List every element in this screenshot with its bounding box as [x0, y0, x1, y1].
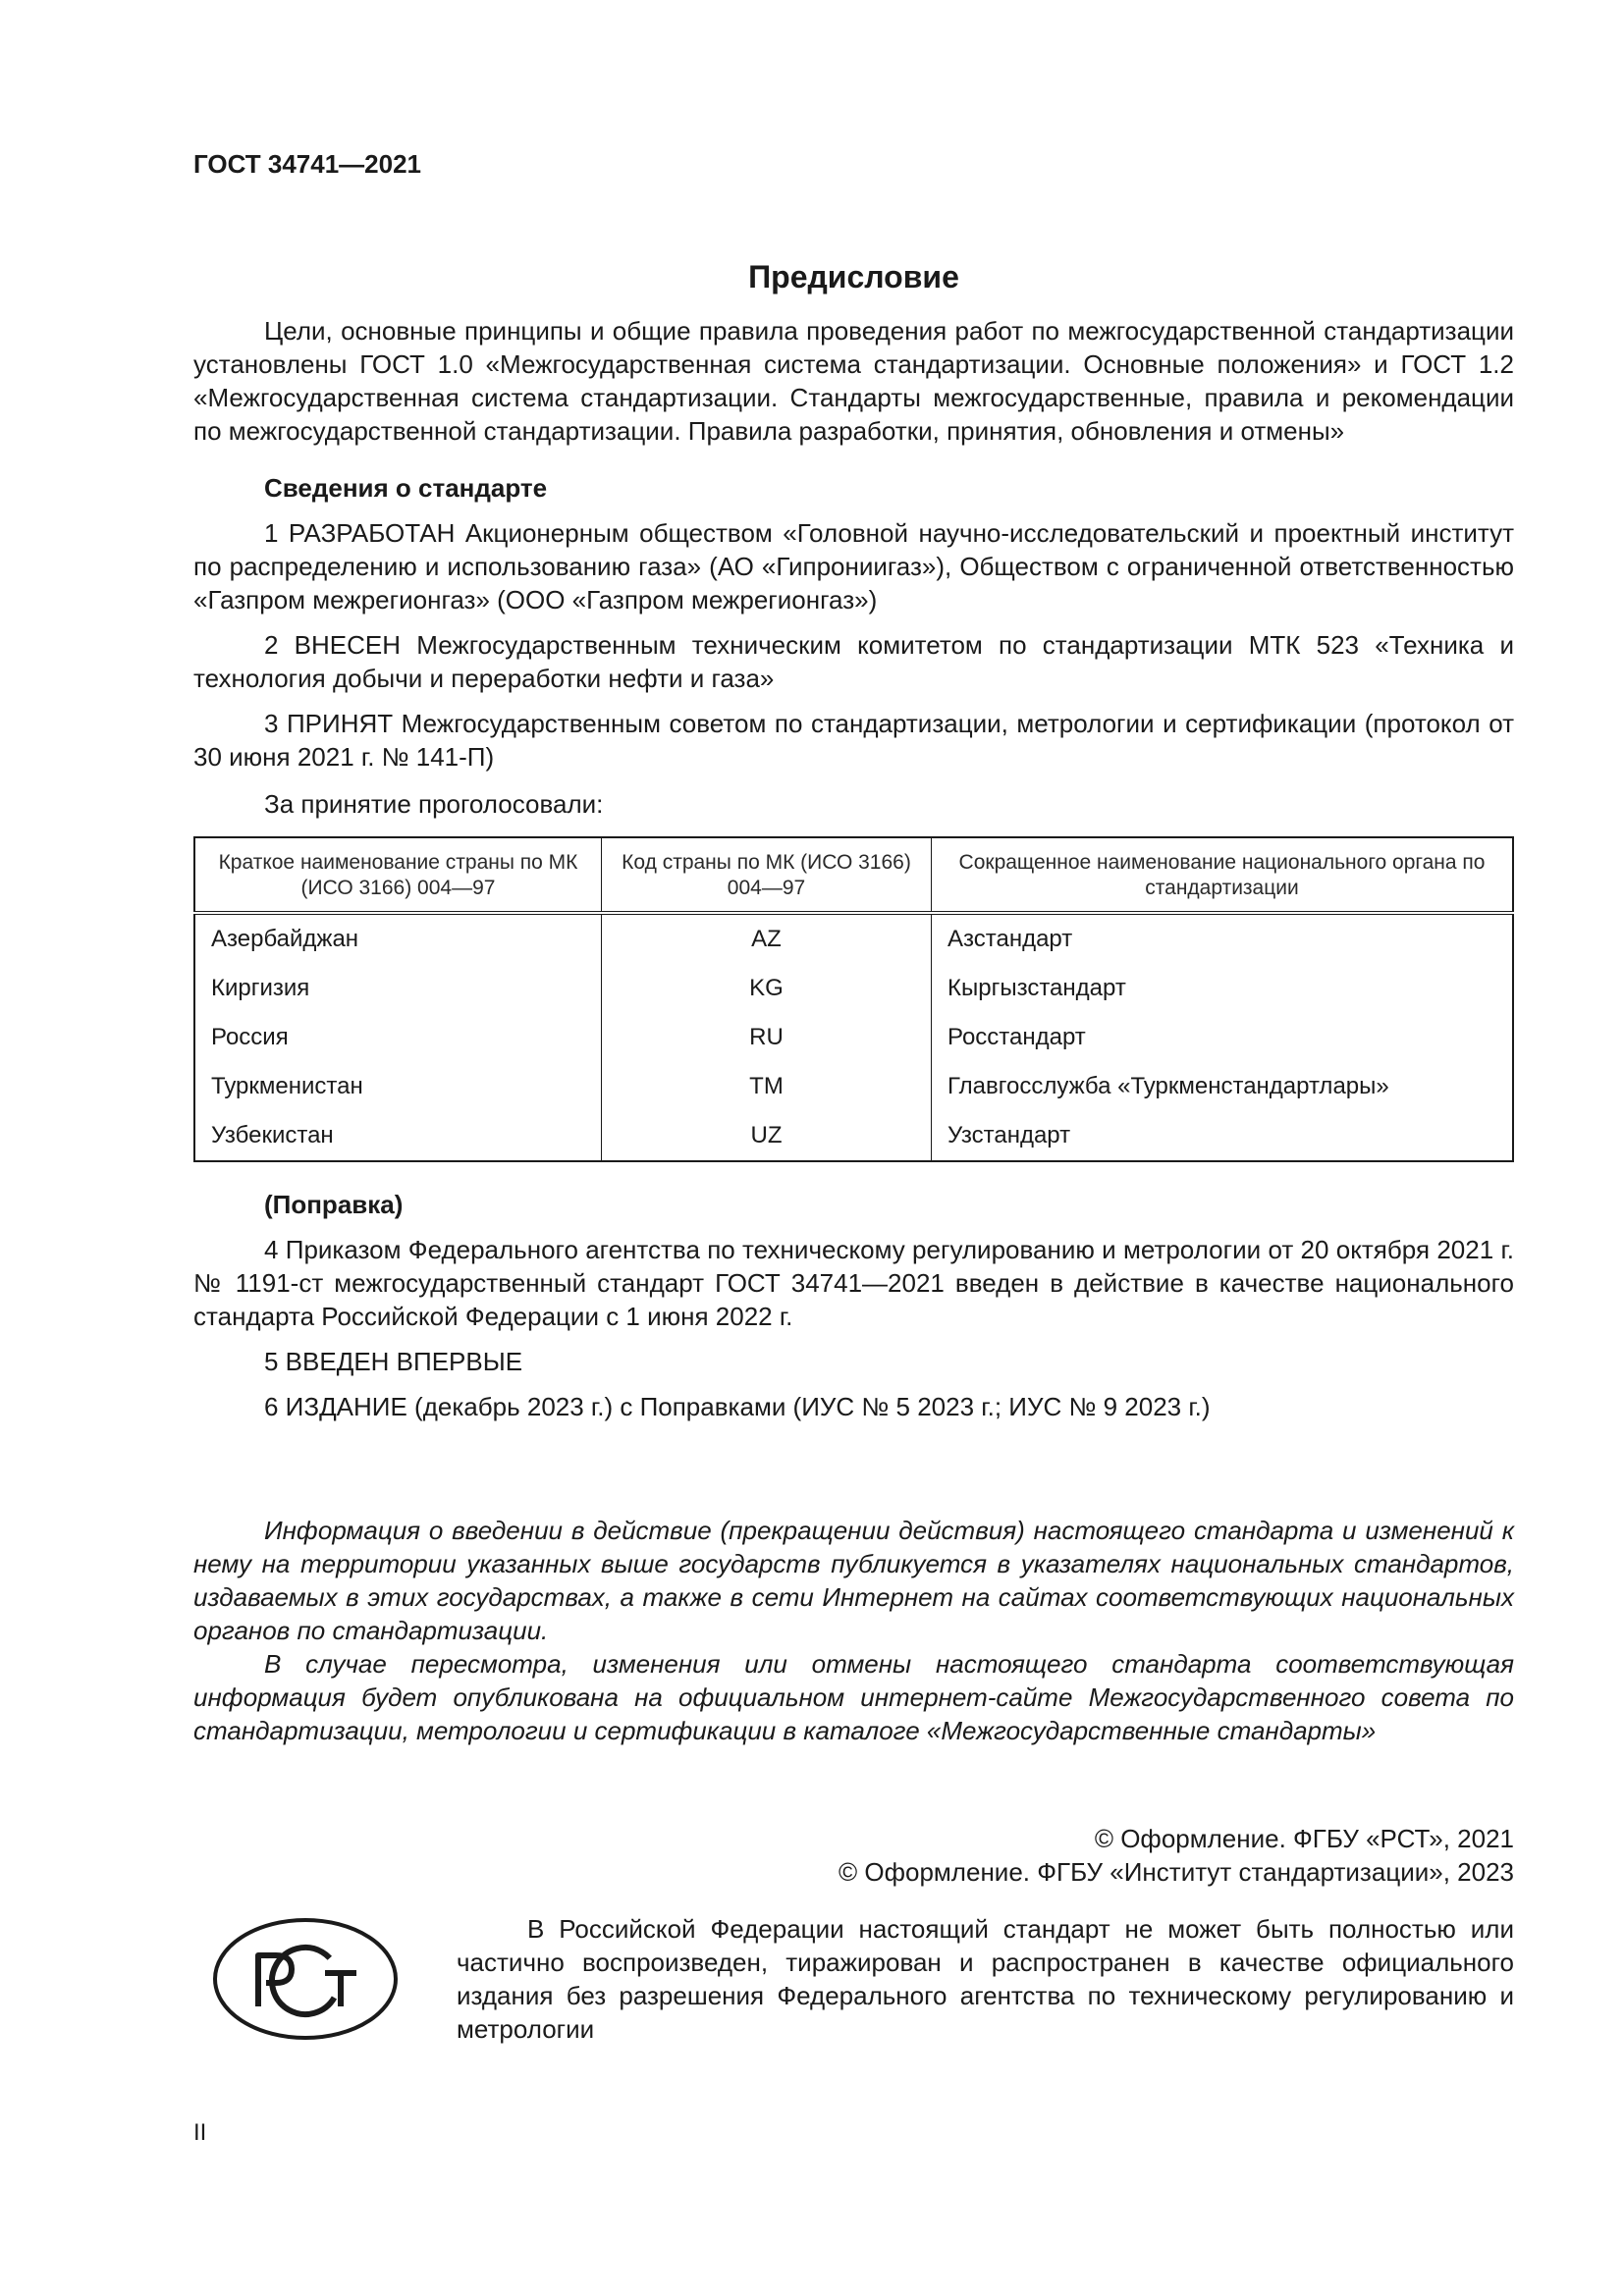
item-4: 4 Приказом Федерального агентства по техническому регулированию и метрологии от 20 октября 2021 г. № 1191-ст межгосударственный стандарт ГОСТ 34741—2021 введен в действие в качестве национального стандарта Российской Федерации с 1 июня 2022 г. — [193, 1235, 1514, 1331]
item-3: 3 ПРИНЯТ Межгосударственным советом по стандартизации, метрологии и сертификации (протокол от 30 июня 2021 г. № 141-П) — [193, 709, 1514, 772]
agency-cell: Азстандарт — [932, 913, 1514, 964]
logo-outer-ellipse — [215, 1920, 396, 2038]
publication-info — [193, 1514, 1514, 1747]
standard-code: ГОСТ 34741—2021 — [193, 149, 421, 179]
table-row — [194, 1013, 1513, 1062]
country-cell: Киргизия — [211, 975, 310, 1001]
header-agency: Сокращенное наименование национального органа по стандартизации — [932, 837, 1514, 913]
code-cell: TM — [602, 1062, 932, 1111]
page-content — [193, 147, 1514, 2069]
page-number: II — [193, 2119, 207, 2146]
info-heading: Сведения о стандарте — [264, 473, 548, 503]
header-code: Код страны по МК (ИСО 3166) 004—97 — [602, 837, 932, 913]
legal-area — [193, 1912, 1514, 2069]
item-6: 6 ИЗДАНИЕ (декабрь 2023 г.) с Поправками (ИУС № 5 2023 г.; ИУС № 9 2023 г.) — [264, 1392, 1211, 1421]
item-2: 2 ВНЕСЕН Межгосударственным техническим комитетом по стандартизации МТК 523 «Техника и технология добычи и переработки нефти и газа» — [193, 630, 1514, 693]
code-cell: KG — [602, 964, 932, 1013]
agency-cell: Главгосслужба «Туркменстандартлары» — [932, 1062, 1514, 1111]
agency-cell: Росстандарт — [932, 1013, 1514, 1062]
table-row — [194, 1062, 1513, 1111]
countries-table — [193, 836, 1514, 1162]
agency-cell: Кыргызстандарт — [932, 964, 1514, 1013]
country-cell: Азербайджан — [211, 926, 359, 952]
code-cell: RU — [602, 1013, 932, 1062]
table-row — [194, 913, 1513, 964]
code-cell: UZ — [602, 1111, 932, 1161]
agency-cell: Узстандарт — [932, 1111, 1514, 1161]
copyright-line-2: © Оформление. ФГБУ «Институт стандартизации», 2023 — [839, 1857, 1514, 1887]
table-row — [194, 964, 1513, 1013]
vote-label: За принятие проголосовали: — [264, 789, 604, 819]
header-country: Краткое наименование страны по МК (ИСО 3166) 004—97 — [194, 837, 602, 913]
country-cell: Туркменистан — [211, 1073, 363, 1099]
intro-paragraph: Цели, основные принципы и общие правила проведения работ по межгосударственной стандартизации установлены ГОСТ 1.0 «Межгосударственная система стандартизации. Основные положения» и ГОСТ 1.2 «Межгосударственная система стандартизации. Стандарты межгосударственные, правила и рекомендации по межгосударственной стандартизации. Правила разработки, принятия, обновления и отмены» — [193, 316, 1514, 446]
legal-notice: В Российской Федерации настоящий стандарт не может быть полностью или частично воспроизведен, тиражирован и распространен в качестве официального издания без разрешения Федерального агентства по техническому регулированию и метрологии — [457, 1914, 1514, 2044]
table-row — [194, 1111, 1513, 1161]
item-1: 1 РАЗРАБОТАН Акционерным обществом «Головной научно-исследовательский и проектный институт по распределению и использованию газа» (АО «Гипрониигаз»), Обществом с ограниченной ответственностью «Газпром межрегионгаз» (ООО «Газпром межрегионгаз») — [193, 518, 1514, 614]
table-header-row — [194, 837, 1513, 913]
copyright-block — [193, 1822, 1514, 1889]
amendment-label: (Поправка) — [264, 1190, 404, 1219]
italic-paragraph-2: В случае пересмотра, изменения или отмены настоящего стандарта соответствующая информация будет опубликована на официальном интернет-сайте Межгосударственного совета по стандартизации, метрологии и сертификации в каталоге «Межгосударственные стандарты» — [193, 1649, 1514, 1745]
pct-logo-icon — [211, 1916, 400, 2042]
code-cell: AZ — [602, 913, 932, 964]
item-5: 5 ВВЕДЕН ВПЕРВЫЕ — [264, 1347, 523, 1376]
country-cell: Узбекистан — [211, 1122, 334, 1148]
copyright-line-1: © Оформление. ФГБУ «РСТ», 2021 — [1094, 1824, 1514, 1853]
italic-paragraph-1: Информация о введении в действие (прекращении действия) настоящего стандарта и изменений к нему на территории указанных выше государств публикуется в указателях национальных стандартов, издаваемых в этих государствах, а также в сети Интернет на сайтах соответствующих национальных органов по стандартизации. — [193, 1516, 1514, 1645]
page-title: Предисловие — [748, 259, 959, 294]
country-cell: Россия — [211, 1024, 289, 1050]
